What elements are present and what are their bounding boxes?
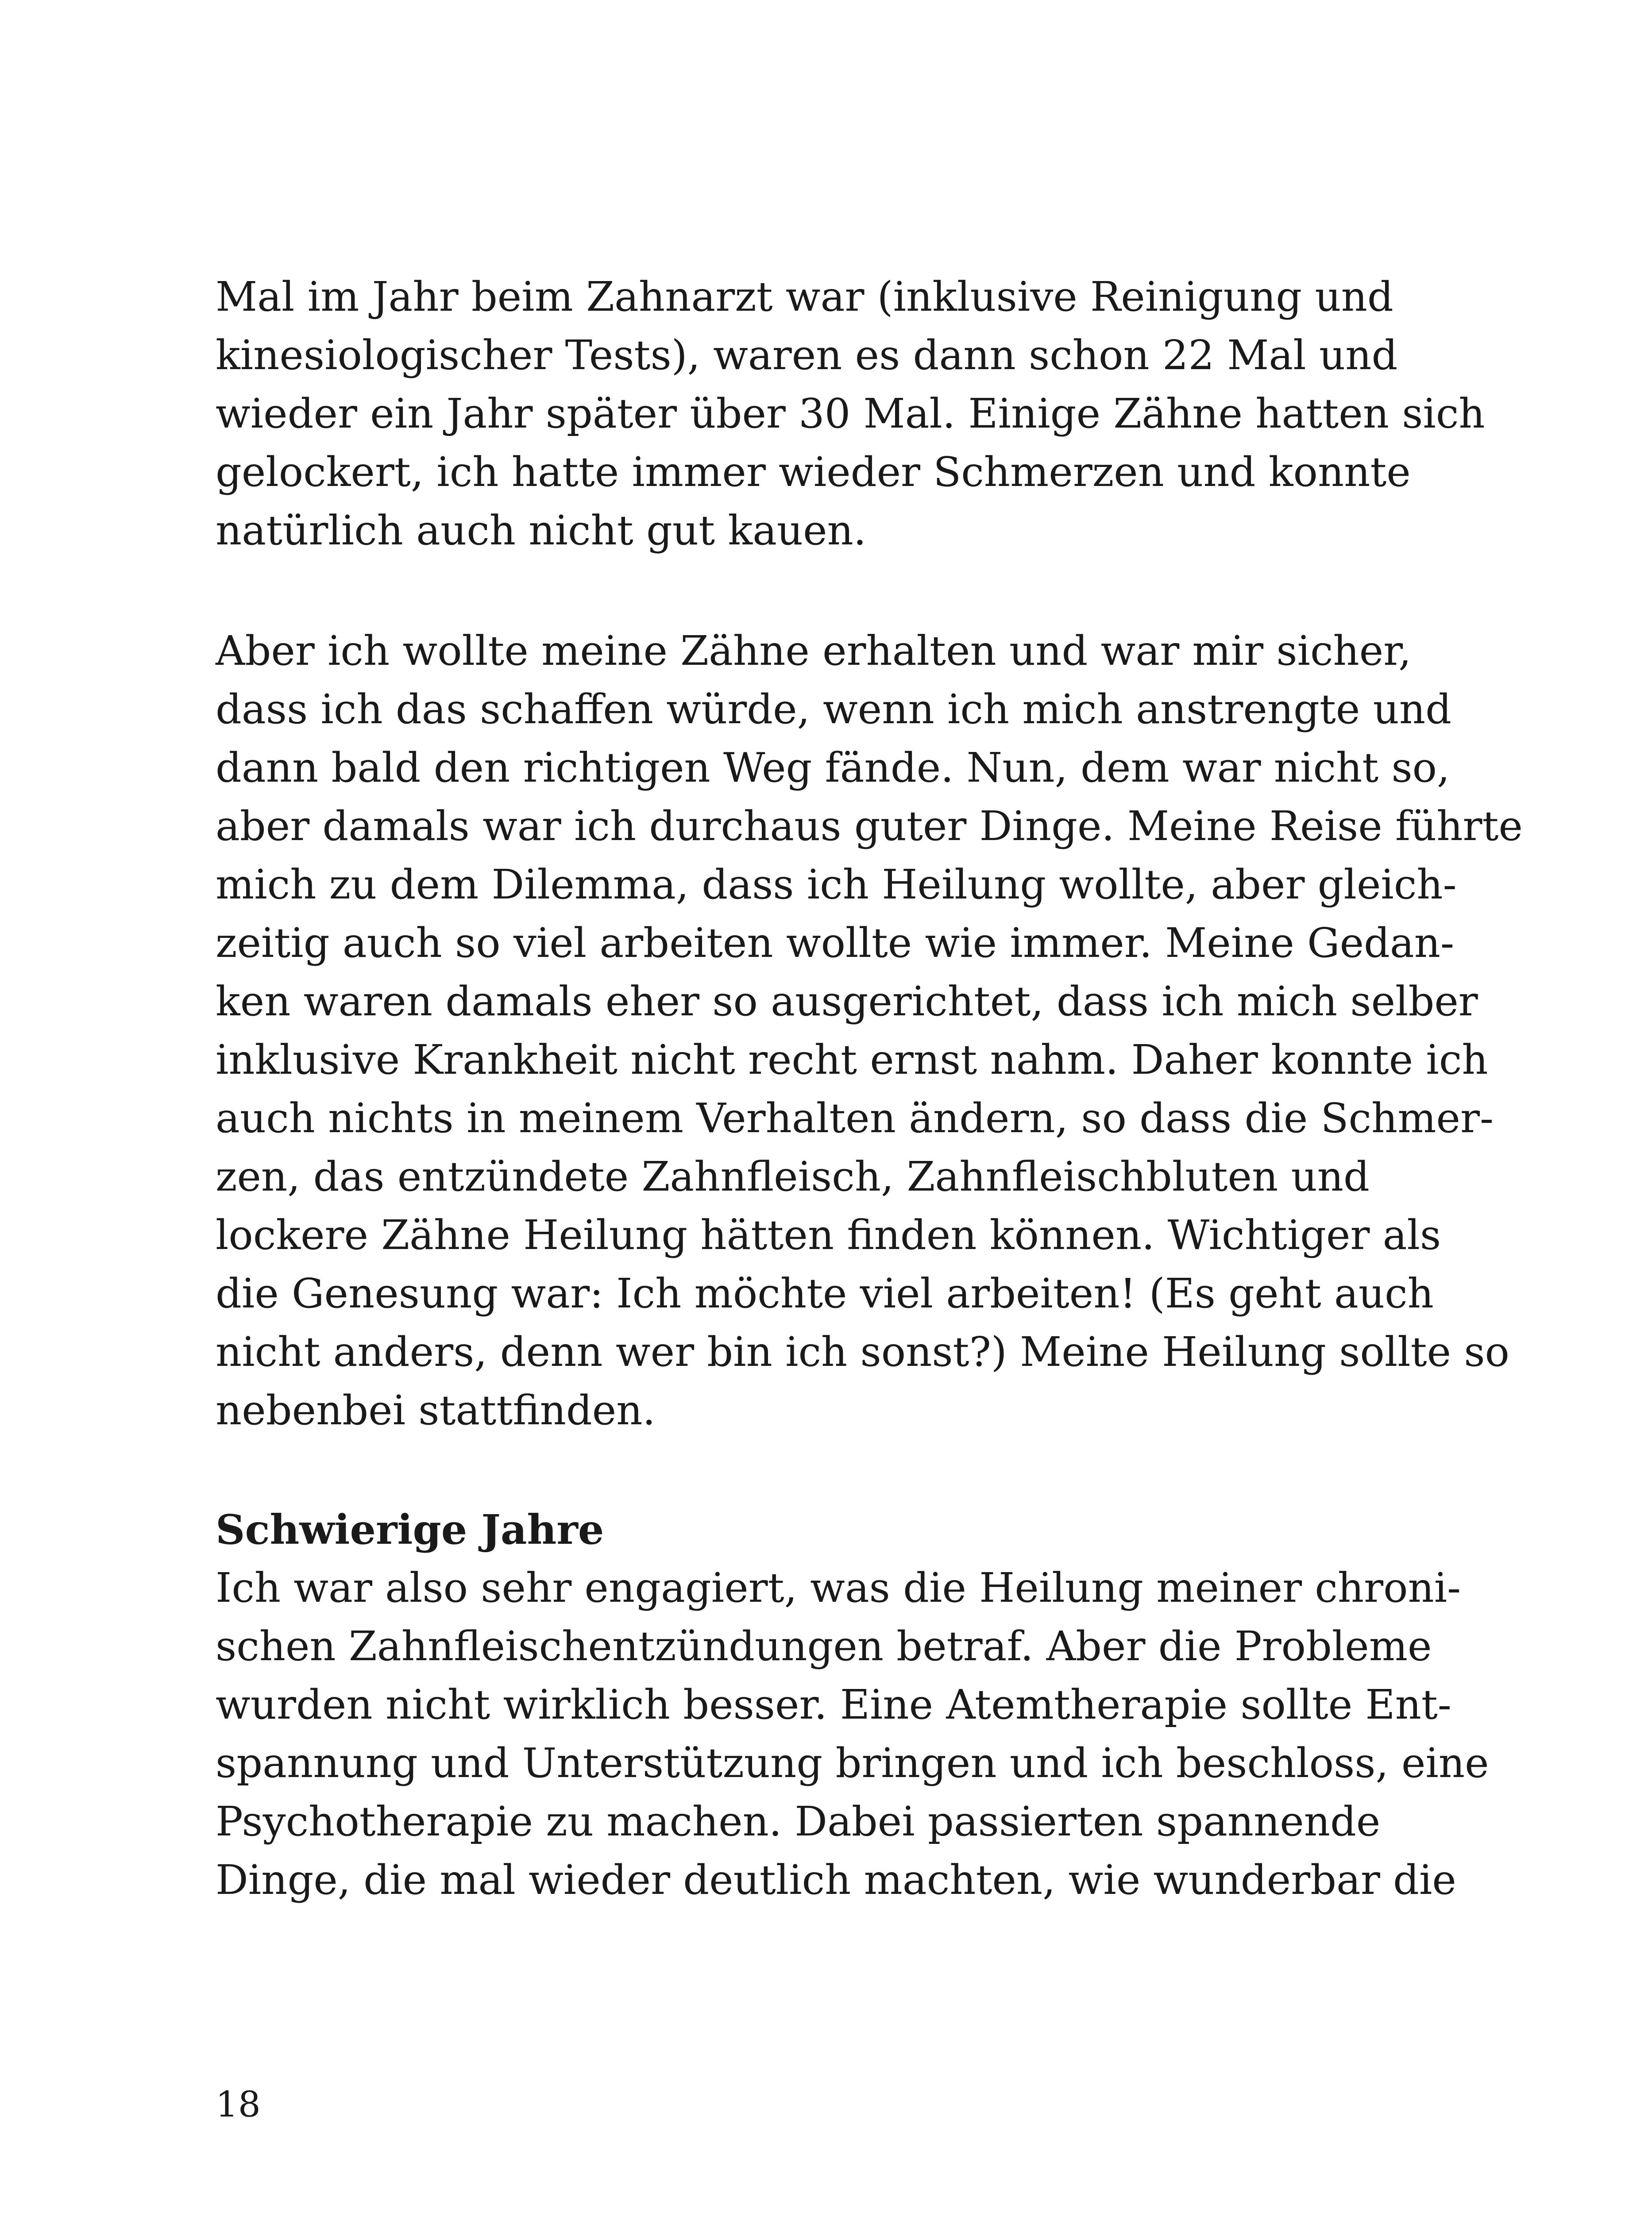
text-line: schen Zahnfleischentzündungen betraf. Aber die Probleme bbox=[216, 1623, 1432, 1670]
page-number: 18 bbox=[216, 2084, 261, 2125]
text-line: zeitig auch so viel arbeiten wollte wie immer. Meine Gedan- bbox=[216, 919, 1455, 967]
paragraph-1 bbox=[216, 268, 1485, 560]
text-line: wurden nicht wirklich besser. Eine Atemtherapie sollte Ent- bbox=[216, 1681, 1451, 1728]
text-line: mich zu dem Dilemma, dass ich Heilung wollte, aber gleich- bbox=[216, 861, 1457, 908]
text-line: inklusive Krankheit nicht recht ernst nahm. Daher konnte ich bbox=[216, 1036, 1488, 1083]
text-line: dass ich das schaffen würde, wenn ich mich anstrengte und bbox=[216, 686, 1451, 733]
text-line: auch nichts in meinem Verhalten ändern, so dass die Schmer- bbox=[216, 1095, 1494, 1142]
text-line: die Genesung war: Ich möchte viel arbeiten! (Es geht auch bbox=[216, 1270, 1434, 1317]
text-line: aber damals war ich durchaus guter Dinge. Meine Reise führte bbox=[216, 802, 1523, 850]
text-line: natürlich auch nicht gut kauen. bbox=[216, 507, 867, 554]
text-line: Ich war also sehr engagiert, was die Heilung meiner chroni- bbox=[216, 1564, 1461, 1612]
text-line: ken waren damals eher so ausgerichtet, dass ich mich selber bbox=[216, 978, 1478, 1025]
text-line: Dinge, die mal wieder deutlich machten, wie wunderbar die bbox=[216, 1856, 1456, 1904]
text-line: spannung und Unterstützung bringen und ich beschloss, eine bbox=[216, 1739, 1489, 1787]
text-line: wieder ein Jahr später über 30 Mal. Einige Zähne hatten sich bbox=[216, 390, 1485, 437]
text-line: Aber ich wollte meine Zähne erhalten und war mir sicher, bbox=[216, 627, 1412, 675]
text-line: Mal im Jahr beim Zahnarzt war (inklusive Reinigung und bbox=[216, 273, 1393, 320]
text-line: lockere Zähne Heilung hätten finden können. Wichtiger als bbox=[216, 1211, 1441, 1259]
text-line: kinesiologischer Tests), waren es dann schon 22 Mal und bbox=[216, 332, 1398, 379]
text-line: gelockert, ich hatte immer wieder Schmerzen und konnte bbox=[216, 448, 1411, 496]
text-line: dann bald den richtigen Weg fände. Nun, dem war nicht so, bbox=[216, 744, 1450, 791]
text-line: nicht anders, denn wer bin ich sonst?) Meine Heilung sollte so bbox=[216, 1328, 1509, 1376]
text-line: Psychotherapie zu machen. Dabei passierten spannende bbox=[216, 1798, 1381, 1845]
text-line: zen, das entzündete Zahnfleisch, Zahnfleischbluten und bbox=[216, 1153, 1370, 1200]
paragraph-2 bbox=[216, 622, 1523, 1440]
text-line: nebenbei stattfinden. bbox=[216, 1387, 656, 1434]
section-heading: Schwierige Jahre bbox=[216, 1506, 604, 1554]
section-schwierige-jahre bbox=[216, 1500, 1489, 1909]
